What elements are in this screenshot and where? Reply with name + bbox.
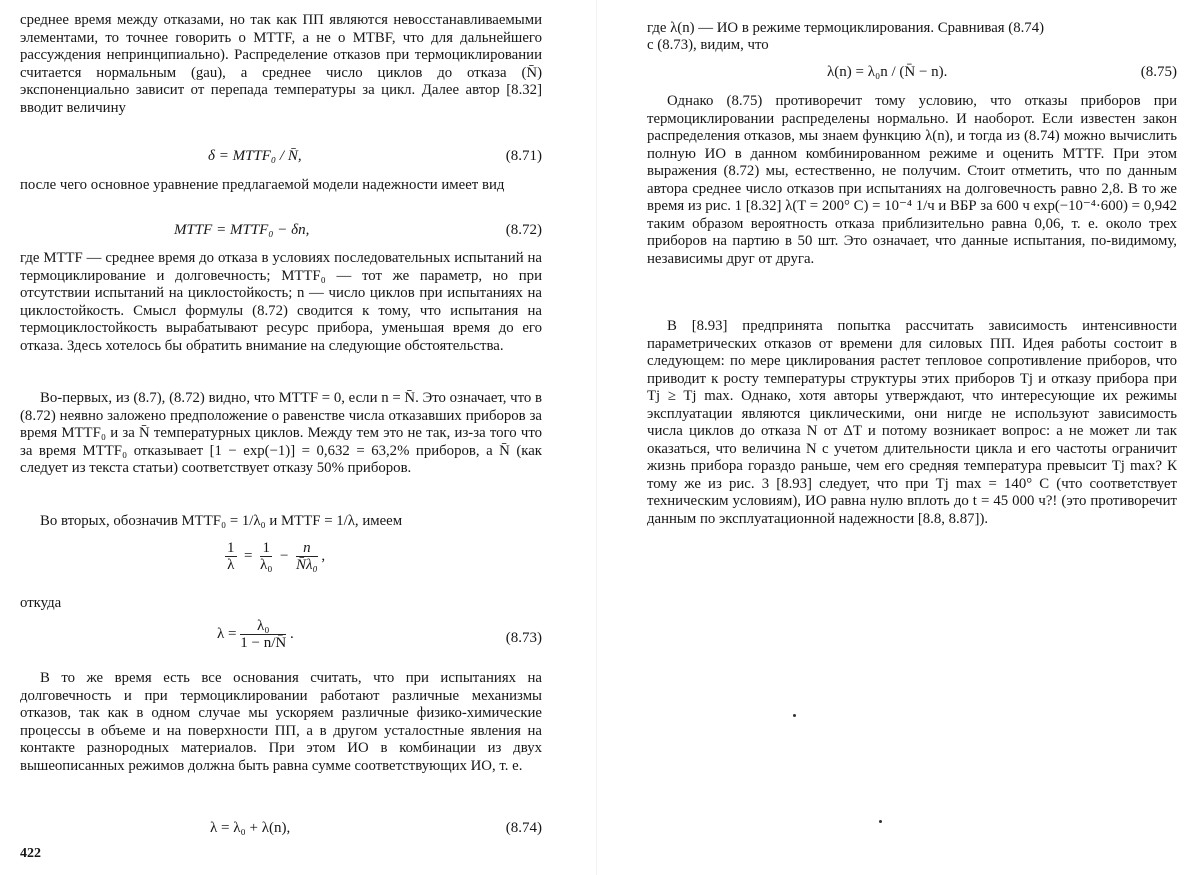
print-speck	[793, 714, 796, 717]
page-gutter	[596, 0, 597, 875]
equation-8-71	[20, 148, 542, 168]
fraction-denominator: 1 − n/N̄	[240, 635, 287, 651]
right-page	[647, 0, 1177, 875]
fraction-denominator: N̄λ₀	[295, 557, 318, 573]
equation-8-74	[20, 820, 542, 840]
paragraph: откуда	[20, 595, 62, 611]
equation-formula: MTTF = MTTF₀ − δn,	[174, 222, 310, 238]
fraction-numerator: 1	[260, 540, 273, 557]
paragraph: с (8.73), видим, что	[647, 37, 769, 53]
fraction	[225, 540, 237, 573]
equation-formula: λ = λ₀ + λ(n),	[210, 820, 291, 836]
fraction-denominator: λ₀	[259, 557, 273, 573]
page-number: 422	[20, 846, 41, 861]
equation-number: (8.71)	[505, 148, 542, 164]
fraction	[296, 540, 318, 573]
equation-8-75	[647, 64, 1177, 84]
equation-number: (8.74)	[505, 820, 542, 836]
fraction-denominator: λ	[227, 557, 235, 573]
equation-number: (8.72)	[505, 222, 542, 238]
print-speck	[879, 820, 882, 823]
paragraph: где MTTF — среднее время до отказа в условиях последовательных испытаний на термоциклирование и долговечность; MTTF₀ — тот же параметр, но при отсутствии испытаний на циклостойкость; n — число циклов при испытаниях на циклостойкость. Смысл формулы (8.72) сводится к тому, что испытания на термоциклостойкость вырабатывают ресурс прибора, уменьшая время до его отказа. Здесь хотелось бы обратить внимание на следующие обстоятельства.	[20, 250, 542, 354]
paragraph: В то же время есть все основания считать, что при испытаниях на долговечность и при термоциклировании работают различные механизмы отказов, так как в одном случае мы ускоряем различные физико-химические процессы в объеме и на поверхности ПП, а в другом усталостные явления на контакте разнородных материалов. При этом ИО в комбинации из двух вышеописанных режимов должна быть равна сумме соответствующих ИО, т. е.	[20, 670, 542, 774]
equation-8-72	[20, 222, 542, 242]
equation-formula: δ = MTTF₀ / N̄,	[208, 148, 302, 164]
equation-number: (8.75)	[1140, 64, 1177, 80]
paragraph: где λ(n) — ИО в режиме термоциклирования. Сравнивая (8.74)	[647, 20, 1045, 36]
equation-reciprocal: $\frac{1}{\lambda}$ = $\frac{1}{\text{λ₀}}$ − $\frac{n}{\text{N̄λ₀}}$ ,	[227, 540, 326, 573]
paragraph: Однако (8.75) противоречит тому условию, что отказы приборов при термоциклировании распределены нормально. И наоборот. Если известен закон распределения отказов, мы знаем функцию λ(n), и тогда из (8.74) можно вычислить полную ИО в данном комбинированном режиме и оценить MTTF. При этом выражения (8.72) мы, естественно, не получим. Стоит отметить, что по данным автора среднее число отказов при испытаниях на долговечность равно 2,8. В то же время из рис. 1 [8.32] λ(T = 200° C) = 10⁻⁴ 1/ч и ВБР за 600 ч exp(−10⁻⁴·600) = 0,942 таким образом вероятность отказа приблизительно равна 0,06, т. е. около трех приборов на партию в 50 шт. Это означает, что данные испытания, по-видимому, независимы друг от друга.	[647, 93, 1177, 267]
fraction	[260, 540, 273, 573]
paragraph: среднее время между отказами, но так как ПП являются невосстанавливаемыми элементами, то точнее говорить о MTTF, а не о MTBF, что для дальнейшего рассуждения непринципиально). Распределение отказов при термоциклировании считается нормальным (gau), а среднее число циклов до отказа (N̄) экспоненциально зависит от перепада температуры за цикл. Далее автор [8.32] вводит величину	[20, 12, 542, 116]
fraction-numerator: 1	[227, 540, 235, 556]
left-page	[20, 0, 542, 875]
equation-number: (8.73)	[505, 630, 542, 646]
equation-8-73: λ = $\frac{\text{λ₀}}{1 - n/N̄}$ .	[217, 618, 294, 651]
fraction	[240, 618, 286, 651]
paragraph: после чего основное уравнение предлагаемой модели надежности имеет вид	[20, 177, 505, 193]
fraction-numerator: n	[296, 540, 318, 557]
equation-lhs: λ =	[217, 626, 237, 642]
fraction-numerator: λ₀	[240, 618, 286, 635]
paragraph: Во-первых, из (8.7), (8.72) видно, что MTTF = 0, если n = N̄. Это означает, что в (8.72) неявно заложено предположение о равенстве числа отказавших приборов за время MTTF₀ и за N̄ температурных циклов. Между тем это не так, из-за того что за время MTTF₀ отказывает [1 − exp(−1)] = 0,632 = 63,2% приборов, а N̄ (как следует из текста статьи) соответствует отказу 50% приборов.	[20, 390, 542, 476]
paragraph: В [8.93] предпринята попытка рассчитать зависимость интенсивности параметрических отказов от времени для силовых ПП. Идея работы состоит в следующем: по мере циклирования растет тепловое сопротивление приборов, что приводит к росту температуры структуры этих приборов Tj и отказу прибора при Tj ≥ Tj max. Однако, хотя авторы утверждают, что интересующие их режимы эксплуатации являются циклическими, они нигде не используют зависимость числа циклов до отказа N от ΔT и потому возникает вопрос: а не может ли так оказаться, что величина N с учетом длительности цикла и его частоты ограничит жизнь прибора гораздо раньше, чем его средняя температура превысит Tj max? К тому же из рис. 3 [8.93] следует, что при Tj max = 140° C (что соответствует техническим условиям), ИО равна нулю вплоть до t = 45 000 ч?! (это противоречит данным по эксплуатационной надежности [8.8, 8.87]).	[647, 318, 1177, 527]
equation-formula: λ(n) = λ₀n / (N̄ − n).	[827, 64, 948, 80]
paragraph: Во вторых, обозначив MTTF₀ = 1/λ₀ и MTTF = 1/λ, имеем	[40, 513, 403, 529]
